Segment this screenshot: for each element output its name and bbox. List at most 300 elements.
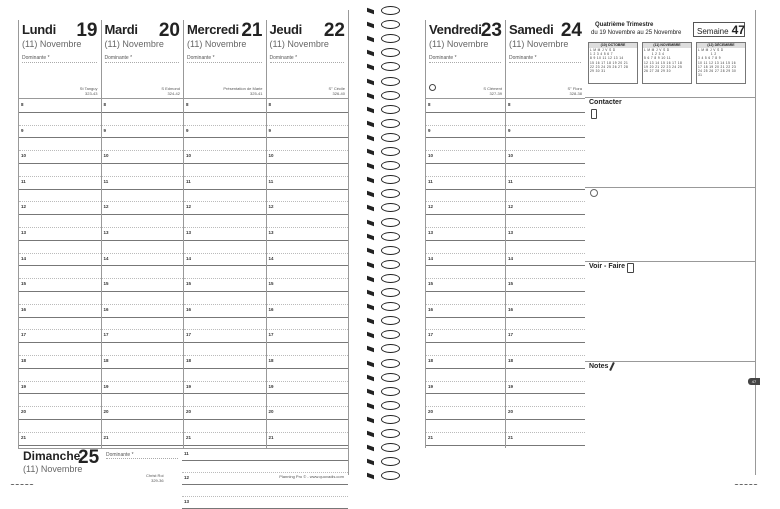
hour-label: 10 xyxy=(21,153,27,159)
sunday-number: 25 xyxy=(78,447,100,468)
time-slot[interactable] xyxy=(19,151,101,164)
sunday-hour-label: 11 xyxy=(184,451,189,456)
time-slot[interactable] xyxy=(184,318,266,331)
time-slot[interactable] xyxy=(426,100,505,113)
time-slot[interactable] xyxy=(267,151,349,164)
hour-label: 9 xyxy=(268,127,272,133)
time-slot[interactable] xyxy=(102,318,184,331)
day-name: Lundi xyxy=(22,22,56,37)
time-slot[interactable] xyxy=(267,138,349,151)
time-slot[interactable] xyxy=(267,382,349,395)
time-slot[interactable] xyxy=(19,228,101,241)
time-slot[interactable] xyxy=(184,177,266,190)
time-slot[interactable] xyxy=(184,100,266,113)
time-slot[interactable] xyxy=(19,394,101,407)
time-slot[interactable] xyxy=(267,266,349,279)
hour-label: 18 xyxy=(268,357,274,363)
time-slot[interactable] xyxy=(102,228,184,241)
day-month: (11) Novembre xyxy=(104,39,164,49)
time-slot[interactable] xyxy=(184,266,266,279)
spiral-ring xyxy=(367,387,400,397)
time-slot[interactable] xyxy=(184,305,266,318)
saint-name xyxy=(483,86,502,96)
time-slot[interactable] xyxy=(102,330,184,343)
time-slot[interactable] xyxy=(184,420,266,433)
time-slot[interactable] xyxy=(506,305,585,318)
sunday-block xyxy=(18,447,348,504)
spiral-ring xyxy=(367,119,400,129)
time-slot[interactable] xyxy=(426,190,505,203)
time-slot[interactable] xyxy=(19,292,101,305)
time-slot[interactable] xyxy=(102,356,184,369)
sunday-hour-label: 12 xyxy=(184,475,190,480)
mini-calendar[interactable] xyxy=(642,42,692,84)
time-slot[interactable] xyxy=(102,394,184,407)
time-slot[interactable] xyxy=(102,343,184,356)
at-icon xyxy=(590,189,598,197)
hour-label: 15 xyxy=(508,281,514,287)
time-slot[interactable] xyxy=(19,241,101,254)
time-slot[interactable] xyxy=(426,228,505,241)
time-slot[interactable] xyxy=(267,420,349,433)
time-slot[interactable] xyxy=(102,202,184,215)
time-slot[interactable] xyxy=(267,369,349,382)
day-header xyxy=(102,20,184,99)
time-slot[interactable] xyxy=(267,190,349,203)
time-slot[interactable] xyxy=(19,330,101,343)
time-slot[interactable] xyxy=(19,318,101,331)
sunday-saint-code: 329-36 xyxy=(151,478,164,483)
time-slot[interactable] xyxy=(184,228,266,241)
time-slot[interactable] xyxy=(267,164,349,177)
time-slot[interactable] xyxy=(426,305,505,318)
time-slot[interactable] xyxy=(102,433,184,446)
hour-label: 11 xyxy=(508,178,513,184)
time-slot[interactable] xyxy=(184,369,266,382)
time-slot[interactable] xyxy=(426,369,505,382)
time-slot[interactable] xyxy=(506,266,585,279)
time-slot[interactable] xyxy=(19,343,101,356)
time-slot[interactable] xyxy=(184,343,266,356)
time-slot[interactable] xyxy=(184,330,266,343)
hour-label: 18 xyxy=(103,357,109,363)
notes-section xyxy=(585,361,755,476)
time-slot[interactable] xyxy=(19,382,101,395)
time-slot[interactable] xyxy=(426,356,505,369)
time-slot[interactable] xyxy=(506,356,585,369)
saint-day-code: 326-40 xyxy=(332,91,345,96)
time-slot[interactable] xyxy=(184,126,266,139)
spiral-ring xyxy=(367,359,400,369)
time-slot[interactable] xyxy=(184,151,266,164)
hour-label: 21 xyxy=(428,434,434,440)
time-slot[interactable] xyxy=(506,318,585,331)
mini-calendar[interactable] xyxy=(696,42,746,84)
time-slot[interactable] xyxy=(267,215,349,228)
week-label: Semaine xyxy=(697,27,729,36)
time-slot[interactable] xyxy=(102,164,184,177)
hour-label: 16 xyxy=(103,306,109,312)
left-page xyxy=(18,10,349,504)
spiral-ring xyxy=(367,189,400,199)
time-slot[interactable] xyxy=(506,407,585,420)
day-name: Mercredi xyxy=(187,22,239,37)
time-slot[interactable] xyxy=(506,394,585,407)
time-slot[interactable] xyxy=(102,126,184,139)
time-slot[interactable] xyxy=(102,254,184,267)
time-slot[interactable] xyxy=(267,254,349,267)
week-edge-tab[interactable]: 47 xyxy=(748,378,760,385)
time-slot[interactable] xyxy=(506,228,585,241)
sunday-name: Dimanche xyxy=(23,449,81,463)
hour-label: 15 xyxy=(268,281,274,287)
hour-label: 17 xyxy=(268,332,274,338)
time-slot[interactable] xyxy=(184,292,266,305)
saint-name xyxy=(329,86,346,96)
time-slot[interactable] xyxy=(19,113,101,126)
hour-slots xyxy=(506,100,585,448)
mini-calendar[interactable] xyxy=(588,42,638,84)
hour-label: 12 xyxy=(21,204,27,210)
time-slot[interactable] xyxy=(426,241,505,254)
time-slot[interactable] xyxy=(267,100,349,113)
time-slot[interactable] xyxy=(267,433,349,446)
hour-label: 19 xyxy=(268,383,274,389)
hour-label: 8 xyxy=(186,102,189,107)
time-slot[interactable] xyxy=(506,100,585,113)
status-circle[interactable] xyxy=(429,84,436,91)
time-slot[interactable] xyxy=(506,292,585,305)
dominante-field[interactable]: Dominante * xyxy=(270,55,345,63)
hour-label: 19 xyxy=(428,383,434,389)
time-slot[interactable] xyxy=(102,190,184,203)
sunday-time-slot[interactable] xyxy=(182,461,348,473)
saint-label: S° Flora xyxy=(567,86,582,91)
time-slot[interactable] xyxy=(506,382,585,395)
day-number: 22 xyxy=(323,20,345,41)
hour-label: 14 xyxy=(508,255,514,261)
time-slot[interactable] xyxy=(102,407,184,420)
time-slot[interactable] xyxy=(102,305,184,318)
time-slot[interactable] xyxy=(19,190,101,203)
time-slot[interactable] xyxy=(102,279,184,292)
time-slot[interactable] xyxy=(267,356,349,369)
time-slot[interactable] xyxy=(19,138,101,151)
sunday-slots xyxy=(182,449,348,509)
hour-label: 19 xyxy=(103,383,109,389)
time-slot[interactable] xyxy=(19,356,101,369)
time-slot[interactable] xyxy=(102,292,184,305)
time-slot[interactable] xyxy=(102,241,184,254)
time-slot[interactable] xyxy=(506,241,585,254)
time-slot[interactable] xyxy=(19,433,101,446)
spiral-ring xyxy=(367,133,400,143)
time-slot[interactable] xyxy=(102,177,184,190)
time-slot[interactable] xyxy=(506,202,585,215)
time-slot[interactable] xyxy=(184,433,266,446)
hour-label: 10 xyxy=(508,153,514,159)
hour-slots xyxy=(102,100,184,448)
time-slot[interactable] xyxy=(102,382,184,395)
day-column xyxy=(266,20,349,448)
dominante-field[interactable]: Dominante * xyxy=(22,55,97,63)
hour-label: 21 xyxy=(508,434,514,440)
dominante-field[interactable]: Dominante * xyxy=(509,55,581,63)
day-header xyxy=(267,20,349,99)
time-slot[interactable] xyxy=(426,279,505,292)
time-slot[interactable] xyxy=(426,433,505,446)
day-header xyxy=(184,20,266,99)
hour-label: 16 xyxy=(268,306,274,312)
phone-icon xyxy=(591,109,597,119)
voir-faire-section-title: Voir - Faire xyxy=(589,263,626,270)
time-slot[interactable] xyxy=(184,407,266,420)
mini-calendar-title: (11) NOVEMBRE xyxy=(643,43,691,48)
hour-label: 15 xyxy=(186,281,192,287)
spiral-ring xyxy=(367,344,400,354)
contacter-section-title: Contacter xyxy=(589,99,622,106)
hour-label: 19 xyxy=(186,383,192,389)
time-slot[interactable] xyxy=(184,394,266,407)
time-slot[interactable] xyxy=(426,113,505,126)
time-slot[interactable] xyxy=(19,126,101,139)
time-slot[interactable] xyxy=(184,164,266,177)
time-slot[interactable] xyxy=(184,113,266,126)
time-slot[interactable] xyxy=(102,113,184,126)
time-slot[interactable] xyxy=(19,305,101,318)
hour-label: 19 xyxy=(21,383,27,389)
time-slot[interactable] xyxy=(184,254,266,267)
hour-label: 12 xyxy=(508,204,514,210)
time-slot[interactable] xyxy=(102,369,184,382)
dominante-field[interactable]: Dominante * xyxy=(187,55,262,63)
time-slot[interactable] xyxy=(267,292,349,305)
time-slot[interactable] xyxy=(267,305,349,318)
spiral-ring xyxy=(367,6,400,16)
hour-label: 18 xyxy=(21,357,27,363)
hour-label: 20 xyxy=(428,409,434,415)
hour-label: 21 xyxy=(268,434,274,440)
time-slot[interactable] xyxy=(102,266,184,279)
time-slot[interactable] xyxy=(19,202,101,215)
time-slot[interactable] xyxy=(102,100,184,113)
time-slot[interactable] xyxy=(102,215,184,228)
time-slot[interactable] xyxy=(506,420,585,433)
spiral-ring xyxy=(367,443,400,453)
hour-label: 13 xyxy=(103,229,109,235)
time-slot[interactable] xyxy=(267,126,349,139)
hour-slots xyxy=(184,100,266,448)
day-column xyxy=(18,20,101,448)
day-month: (11) Novembre xyxy=(187,39,247,49)
hour-label: 10 xyxy=(103,153,109,159)
time-slot[interactable] xyxy=(19,254,101,267)
time-slot[interactable] xyxy=(267,407,349,420)
time-slot[interactable] xyxy=(19,407,101,420)
time-slot[interactable] xyxy=(267,279,349,292)
day-number: 21 xyxy=(241,20,263,41)
day-name: Vendredi xyxy=(429,22,482,37)
hour-label: 12 xyxy=(186,204,192,210)
quarter-range: du 19 Novembre au 25 Novembre xyxy=(591,30,682,36)
day-header xyxy=(426,20,505,99)
time-slot[interactable] xyxy=(426,420,505,433)
time-slot[interactable] xyxy=(267,343,349,356)
time-slot[interactable] xyxy=(267,202,349,215)
spiral-ring xyxy=(367,232,400,242)
sunday-time-slot[interactable] xyxy=(182,497,348,509)
time-slot[interactable] xyxy=(426,126,505,139)
hour-label: 13 xyxy=(428,229,434,235)
time-slot[interactable] xyxy=(426,177,505,190)
time-slot[interactable] xyxy=(184,382,266,395)
time-slot[interactable] xyxy=(506,126,585,139)
time-slot[interactable] xyxy=(426,138,505,151)
voir-faire-section xyxy=(585,261,755,362)
hour-label: 14 xyxy=(21,255,27,261)
mini-calendar-grid: L M M J V S D 1 2 3 4 5 6 7 8 9 10 11 12 13 14 15 16 17 18 19 20 21 22 23 24 25 26 27 28 29 30 31 xyxy=(590,48,629,74)
spiral-ring xyxy=(367,415,400,425)
day-name: Mardi xyxy=(104,22,138,37)
time-slot[interactable] xyxy=(19,420,101,433)
hour-label: 21 xyxy=(21,434,27,440)
time-slot[interactable] xyxy=(506,215,585,228)
mini-calendar-grid: L M M J V S D 1 2 3 4 5 6 7 8 9 10 11 12 13 14 15 16 17 18 19 20 21 22 23 24 25 26 27 28 29 30 31 xyxy=(698,48,737,78)
time-slot[interactable] xyxy=(506,164,585,177)
hour-label: 18 xyxy=(186,357,192,363)
time-slot[interactable] xyxy=(426,215,505,228)
footer-credit: Planning Pro © - www.quovadis.com xyxy=(279,474,344,479)
hour-label: 21 xyxy=(186,434,192,440)
saint-name xyxy=(223,86,262,96)
spiral-ring xyxy=(367,34,400,44)
dominante-field[interactable]: Dominante * xyxy=(429,55,501,63)
hour-label: 11 xyxy=(268,178,274,184)
time-slot[interactable] xyxy=(267,241,349,254)
dominante-field[interactable]: Dominante * xyxy=(105,55,180,63)
spiral-binding xyxy=(361,0,407,491)
time-slot[interactable] xyxy=(506,369,585,382)
hour-slots xyxy=(426,100,505,448)
hour-slots xyxy=(267,100,349,448)
time-slot[interactable] xyxy=(184,215,266,228)
spiral-ring xyxy=(367,457,400,467)
notes-section-title: Notes xyxy=(589,363,609,370)
hour-label: 14 xyxy=(103,255,109,261)
time-slot[interactable] xyxy=(506,113,585,126)
time-slot[interactable] xyxy=(426,202,505,215)
time-slot[interactable] xyxy=(102,138,184,151)
time-slot[interactable] xyxy=(506,190,585,203)
hour-label: 13 xyxy=(21,229,27,235)
time-slot[interactable] xyxy=(506,433,585,446)
time-slot[interactable] xyxy=(102,151,184,164)
spiral-ring xyxy=(367,246,400,256)
hour-label: 20 xyxy=(186,409,192,415)
hour-label: 8 xyxy=(508,102,511,107)
time-slot[interactable] xyxy=(184,138,266,151)
time-slot[interactable] xyxy=(426,330,505,343)
clipboard-icon xyxy=(627,263,634,273)
time-slot[interactable] xyxy=(506,138,585,151)
spiral-ring xyxy=(367,175,400,185)
time-slot[interactable] xyxy=(506,343,585,356)
time-slot[interactable] xyxy=(426,292,505,305)
hour-label: 9 xyxy=(103,127,107,133)
saint-name xyxy=(80,86,98,96)
time-slot[interactable] xyxy=(506,279,585,292)
time-slot[interactable] xyxy=(267,113,349,126)
saint-label: Présentation de Marie xyxy=(223,86,263,91)
time-slot[interactable] xyxy=(184,356,266,369)
hour-label: 14 xyxy=(268,255,274,261)
time-slot[interactable] xyxy=(184,190,266,203)
sunday-saint-label: Christ Roi xyxy=(146,473,164,478)
time-slot[interactable] xyxy=(267,177,349,190)
time-slot[interactable] xyxy=(426,266,505,279)
day-name: Samedi xyxy=(509,22,554,37)
time-slot[interactable] xyxy=(19,100,101,113)
time-slot[interactable] xyxy=(426,407,505,420)
time-slot[interactable] xyxy=(267,228,349,241)
time-slot[interactable] xyxy=(267,318,349,331)
time-slot[interactable] xyxy=(426,151,505,164)
time-slot[interactable] xyxy=(184,279,266,292)
time-slot[interactable] xyxy=(19,266,101,279)
hour-label: 15 xyxy=(21,281,27,287)
spiral-ring xyxy=(367,302,400,312)
time-slot[interactable] xyxy=(506,254,585,267)
hour-label: 9 xyxy=(428,127,431,133)
day-column xyxy=(183,20,266,448)
time-slot[interactable] xyxy=(426,343,505,356)
hour-label: 13 xyxy=(186,229,192,235)
time-slot[interactable] xyxy=(19,369,101,382)
sunday-dominante[interactable]: Dominante * xyxy=(106,452,178,459)
time-slot[interactable] xyxy=(184,241,266,254)
mini-calendar-title: (12) DÉCEMBRE xyxy=(697,43,745,48)
time-slot[interactable] xyxy=(19,177,101,190)
time-slot[interactable] xyxy=(506,330,585,343)
time-slot[interactable] xyxy=(267,394,349,407)
sunday-time-slot[interactable] xyxy=(182,449,348,461)
time-slot[interactable] xyxy=(184,202,266,215)
time-slot[interactable] xyxy=(267,330,349,343)
time-slot[interactable] xyxy=(102,420,184,433)
saint-day-code: 327-39 xyxy=(489,91,502,96)
time-slot[interactable] xyxy=(506,177,585,190)
hour-label: 14 xyxy=(186,255,192,261)
time-slot[interactable] xyxy=(19,279,101,292)
time-slot[interactable] xyxy=(426,254,505,267)
time-slot[interactable] xyxy=(506,151,585,164)
sunday-time-slot[interactable] xyxy=(182,485,348,497)
quarter-title: Quatrième Trimestre xyxy=(595,22,654,28)
time-slot[interactable] xyxy=(426,318,505,331)
time-slot[interactable] xyxy=(19,164,101,177)
time-slot[interactable] xyxy=(426,164,505,177)
time-slot[interactable] xyxy=(19,215,101,228)
hour-slots xyxy=(19,100,101,448)
hour-label: 16 xyxy=(186,306,192,312)
hour-label: 20 xyxy=(103,409,109,415)
day-month: (11) Novembre xyxy=(429,39,489,49)
time-slot[interactable] xyxy=(426,382,505,395)
hour-label: 9 xyxy=(508,127,511,133)
day-month: (11) Novembre xyxy=(269,39,329,49)
day-number: 20 xyxy=(158,20,180,41)
time-slot[interactable] xyxy=(426,394,505,407)
